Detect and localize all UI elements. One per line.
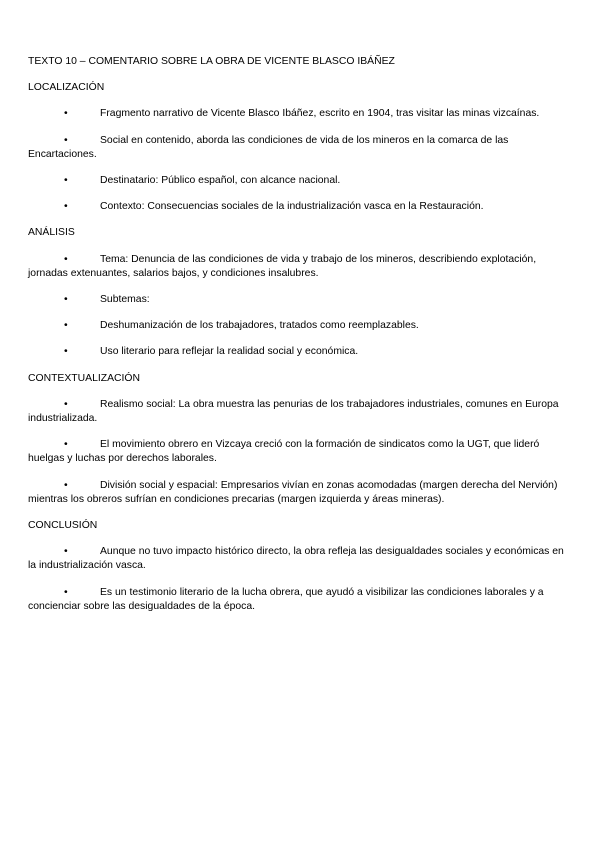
bullet-icon: • xyxy=(64,479,68,491)
bullet-icon: • xyxy=(64,586,68,598)
list-item-text: Aunque no tuvo impacto histórico directo, la obra refleja las desigualdades sociales y económicas en la industrialización vasca. xyxy=(28,546,564,572)
list-item-text: Fragmento narrativo de Vicente Blasco Ibáñez, escrito en 1904, tras visitar las minas vizcaínas. xyxy=(100,108,540,120)
document-title: TEXTO 10 – COMENTARIO SOBRE LA OBRA DE VICENTE BLASCO IBÁÑEZ xyxy=(28,56,395,67)
list-item-text: Tema: Denuncia de las condiciones de vida y trabajo de los mineros, describiendo explotación, jornadas extenuantes, salarios bajos, y condiciones insalubres. xyxy=(28,253,537,279)
list-item-text: Destinatario: Público español, con alcance nacional. xyxy=(100,175,341,187)
bullet-icon: • xyxy=(64,134,68,146)
list-item xyxy=(28,200,573,214)
bullet-icon: • xyxy=(64,439,68,451)
list-item xyxy=(28,398,573,426)
list-item-text: El movimiento obrero en Vizcaya creció con la formación de sindicatos como la UGT, que lideró huelgas y luchas por derechos laborales. xyxy=(28,439,540,465)
document-page xyxy=(28,55,573,626)
list-item-text: División social y espacial: Empresarios vivían en zonas acomodadas (margen derecha del Nervión) mientras los obreros sufrían en condiciones precarias (margen izquierda y áreas mineras). xyxy=(28,479,558,505)
bullet-icon: • xyxy=(64,546,68,558)
list-item-text: Social en contenido, aborda las condiciones de vida de los mineros en la comarca de las Encartaciones. xyxy=(28,134,509,160)
list-item-text: Deshumanización de los trabajadores, tratados como reemplazables. xyxy=(100,320,419,332)
list-item xyxy=(28,345,573,359)
list-item xyxy=(28,107,573,121)
list-item-text: Realismo social: La obra muestra las penurias de los trabajadores industriales, comunes en Europa industrializada. xyxy=(28,398,559,425)
section-heading-conclusion: CONCLUSIÓN xyxy=(28,520,98,532)
section-heading-analisis: ANÁLISIS xyxy=(28,227,75,239)
bullet-icon: • xyxy=(64,175,68,187)
list-item xyxy=(28,479,573,507)
section-heading-contextualizacion: CONTEXTUALIZACIÓN xyxy=(28,372,140,384)
list-item xyxy=(28,293,573,307)
section-heading-localizacion: LOCALIZACIÓN xyxy=(28,82,105,94)
bullet-icon: • xyxy=(64,201,68,213)
bullet-icon: • xyxy=(64,320,68,332)
list-item-text: Subtemas: xyxy=(100,294,150,306)
list-item xyxy=(28,586,573,614)
list-item xyxy=(28,174,573,188)
list-item xyxy=(28,134,573,162)
list-item xyxy=(28,253,573,281)
bullet-icon: • xyxy=(64,253,68,265)
bullet-icon: • xyxy=(64,294,68,306)
list-item-text: Contexto: Consecuencias sociales de la industrialización vasca en la Restauración. xyxy=(100,201,484,213)
bullet-icon: • xyxy=(64,346,68,358)
list-item-text: Uso literario para reflejar la realidad social y económica. xyxy=(100,346,359,358)
bullet-icon: • xyxy=(64,398,68,410)
list-item xyxy=(28,545,573,573)
list-item xyxy=(28,319,573,333)
list-item xyxy=(28,438,573,466)
bullet-icon: • xyxy=(64,108,68,120)
list-item-text: Es un testimonio literario de la lucha obrera, que ayudó a visibilizar las condiciones laborales y a concienciar sobre las desigualdades de la época. xyxy=(28,586,544,612)
